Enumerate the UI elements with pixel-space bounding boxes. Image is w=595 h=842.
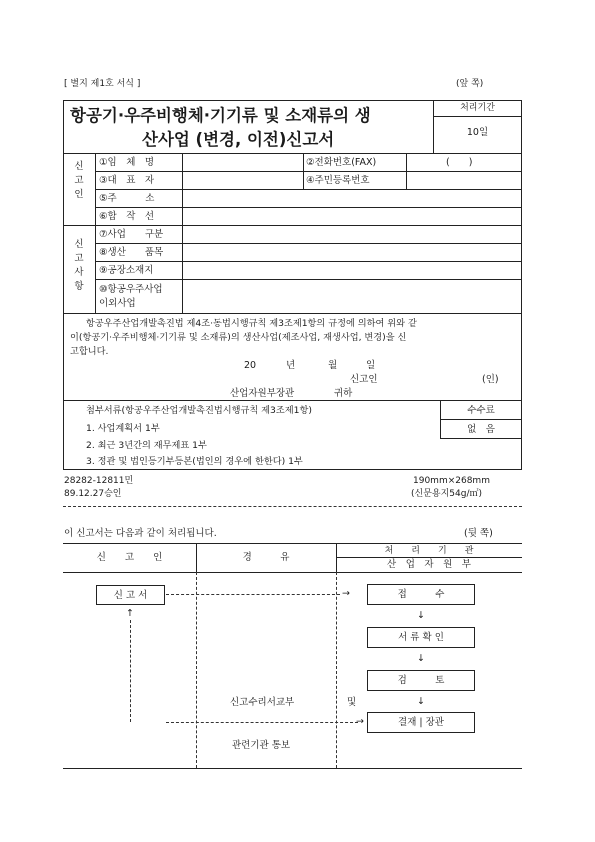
page-side-front: (앞 쪽)	[456, 79, 484, 89]
flow-and-label: 및	[347, 697, 357, 708]
form-code: 28282-12811민	[64, 476, 134, 486]
form-number: [ 별지 제1호 서식 ]	[64, 79, 141, 89]
declarant-label: 신고인	[350, 374, 378, 385]
flow-box-check: 서 류 확 인	[367, 627, 475, 648]
other-business-label-2: 이외사업	[99, 298, 136, 309]
date-year: 20	[244, 360, 257, 371]
honorific-label: 귀하	[334, 388, 353, 399]
business-type-label: ⑦사업 구분	[99, 229, 164, 240]
process-intro: 이 신고서는 다음과 같이 처리됩니다.	[64, 528, 217, 539]
column-agency: 처 리 기 관	[384, 546, 474, 556]
phone-area-code: ( )	[446, 157, 473, 168]
attachment-item-2: 2. 최근 3년간의 재무제표 1부	[86, 440, 207, 451]
column-ministry: 산 업 자 원 부	[387, 559, 471, 570]
flow-notify-label: 관련기관 통보	[232, 740, 291, 751]
flow-arrow-right-1: →	[342, 588, 350, 599]
flow-box-review: 검 토	[367, 670, 475, 691]
declaration-line-1: 항공우주산업개발촉진법 제4조·동법시행규칙 제3조제1항의 규정에 의하여 위와 같	[86, 318, 417, 329]
column-applicant: 신 고 인	[96, 552, 163, 563]
flow-box-submit: 신 고 서	[96, 585, 165, 605]
company-name-label: ①임 체 명	[99, 157, 155, 168]
attachment-item-1: 1. 사업계획서 1부	[86, 423, 160, 434]
flow-delivery-label: 신고수리서교부	[230, 697, 295, 708]
declaration-line-2: 이(항공기·우주비행체·기기류 및 소재류)의 생산사업(제조사업, 재생사업, 변경)을 신	[70, 332, 407, 343]
flow-arrow-down-3: ↓	[417, 696, 425, 707]
flow-box-receive: 접 수	[367, 584, 475, 605]
representative-label: ③대 표 자	[99, 175, 155, 186]
minister-label: 산업자원부장관	[230, 388, 295, 399]
attachments-heading: 첨부서류(항공우주산업개발촉진법시행규칙 제3조제1항)	[86, 405, 312, 416]
declaration-line-3: 고합니다.	[70, 346, 109, 357]
processing-period-label: 처리기간	[460, 103, 495, 113]
phone-label: ②전화번호(FAX)	[306, 157, 377, 168]
business-section-label: 신 고 사 항	[74, 239, 84, 292]
address-label: ⑤주 소	[99, 193, 155, 204]
date-year-unit: 년	[286, 360, 296, 371]
paper-weight: (신문용지54g/㎡)	[411, 489, 482, 499]
date-month-unit: 월	[328, 360, 338, 371]
other-business-label-1: ⑩항공우주사업	[99, 284, 163, 295]
fee-value: 없 음	[467, 424, 495, 435]
page-side-back: (뒷 쪽)	[464, 528, 493, 539]
processing-period-value: 10일	[466, 127, 489, 138]
paper-size: 190mm×268mm	[413, 476, 490, 486]
flow-arrow-right-2: →	[356, 716, 364, 727]
fee-label: 수수료	[467, 405, 495, 416]
resident-number-label: ④주민등록번호	[306, 175, 370, 186]
form-title-line1: 항공기·우주비행체·기기류 및 소재류의 생	[70, 106, 371, 125]
flow-arrow-down-2: ↓	[417, 653, 425, 664]
product-label: ⑧생산 품목	[99, 247, 164, 258]
flow-arrow-down-1: ↓	[417, 610, 425, 621]
attachment-item-3: 3. 정관 및 법인등기부등본(법인의 경우에 한한다) 1부	[86, 456, 303, 467]
cut-line	[63, 506, 522, 507]
applicant-section-label: 신 고 인	[74, 161, 84, 200]
seal-mark: (인)	[482, 374, 499, 385]
form-title-line2: 산사업 (변경, 이전)신고서	[142, 130, 335, 149]
date-day-unit: 일	[366, 360, 376, 371]
flow-arrow-up: ↑	[126, 608, 134, 619]
approval-date: 89.12.27승인	[64, 489, 122, 499]
column-via: 경 유	[242, 552, 290, 563]
factory-location-label: ⑨공장소재지	[99, 265, 154, 276]
joint-venture-label: ⑥합 작 선	[99, 211, 155, 222]
flow-box-decision: 결재 | 장관	[367, 712, 475, 733]
